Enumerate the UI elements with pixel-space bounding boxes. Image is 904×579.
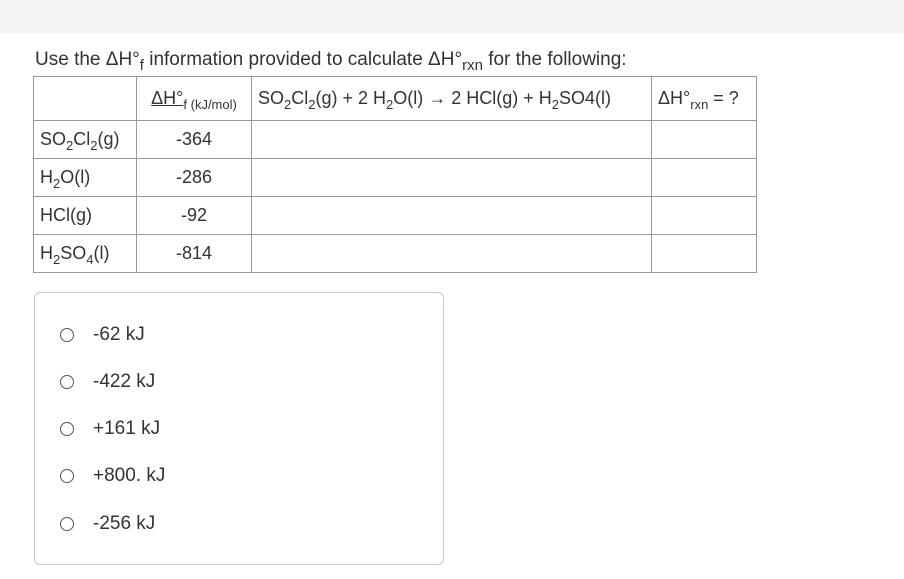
answer-option[interactable]: [60, 465, 165, 487]
radio-button-icon[interactable]: [60, 422, 74, 436]
answer-option[interactable]: [60, 513, 155, 535]
table-header-row: [34, 77, 757, 121]
top-bar: [0, 0, 904, 33]
answer-option[interactable]: [60, 418, 160, 440]
answer-option-label: -256 kJ: [93, 513, 156, 534]
empty-cell: [652, 197, 757, 235]
answer-option[interactable]: [60, 324, 145, 346]
empty-cell: [252, 121, 652, 159]
radio-button-icon[interactable]: [60, 328, 74, 342]
header-reaction-cell: $SO_2Cl_2(g) + 2$ $H_2O(l) \to 2$ $HCl(g) + H_2SO4(l)$: [252, 77, 652, 121]
empty-cell: [652, 235, 757, 273]
radio-button-icon[interactable]: [60, 469, 74, 483]
dhf-value-cell: -92: [137, 197, 252, 235]
answer-option-label: +161 kJ: [93, 418, 161, 439]
header-dhf-cell: $\Delta H^\circ_{f (kJ/mol)}$: [137, 77, 252, 121]
species-cell: $H_2SO_4(l)$: [34, 235, 137, 273]
species-cell: $H_2O(l)$: [34, 159, 137, 197]
radio-button-icon[interactable]: [60, 517, 74, 531]
enthalpy-table: [33, 76, 757, 273]
empty-cell: [252, 159, 652, 197]
radio-button-icon[interactable]: [60, 375, 74, 389]
question-text: Use the $\Delta H^\circ_f$ information provided to calculate $\Delta H^\circ_{rxn}$ for the following:: [35, 49, 627, 74]
header-dhrxn-cell: $\Delta H^\circ_{rxn}$ = ?: [652, 77, 757, 121]
empty-cell: [252, 197, 652, 235]
dhf-value-cell: -286: [137, 159, 252, 197]
empty-cell: [652, 121, 757, 159]
dhf-value-cell: -814: [137, 235, 252, 273]
answer-option-label: +800. kJ: [93, 465, 166, 486]
header-empty-cell: [34, 77, 137, 121]
table-row: [34, 121, 757, 159]
species-cell: $SO_2Cl_2(g)$: [34, 121, 137, 159]
dhf-value-cell: -364: [137, 121, 252, 159]
answer-option-label: -422 kJ: [93, 371, 156, 392]
empty-cell: [652, 159, 757, 197]
table-row: [34, 197, 757, 235]
answer-option-label: -62 kJ: [93, 324, 145, 345]
empty-cell: [252, 235, 652, 273]
table-row: [34, 159, 757, 197]
table-row: [34, 235, 757, 273]
answer-choices-box: [34, 292, 444, 565]
answer-option[interactable]: [60, 371, 155, 393]
species-cell: HCl(g): [34, 197, 137, 235]
